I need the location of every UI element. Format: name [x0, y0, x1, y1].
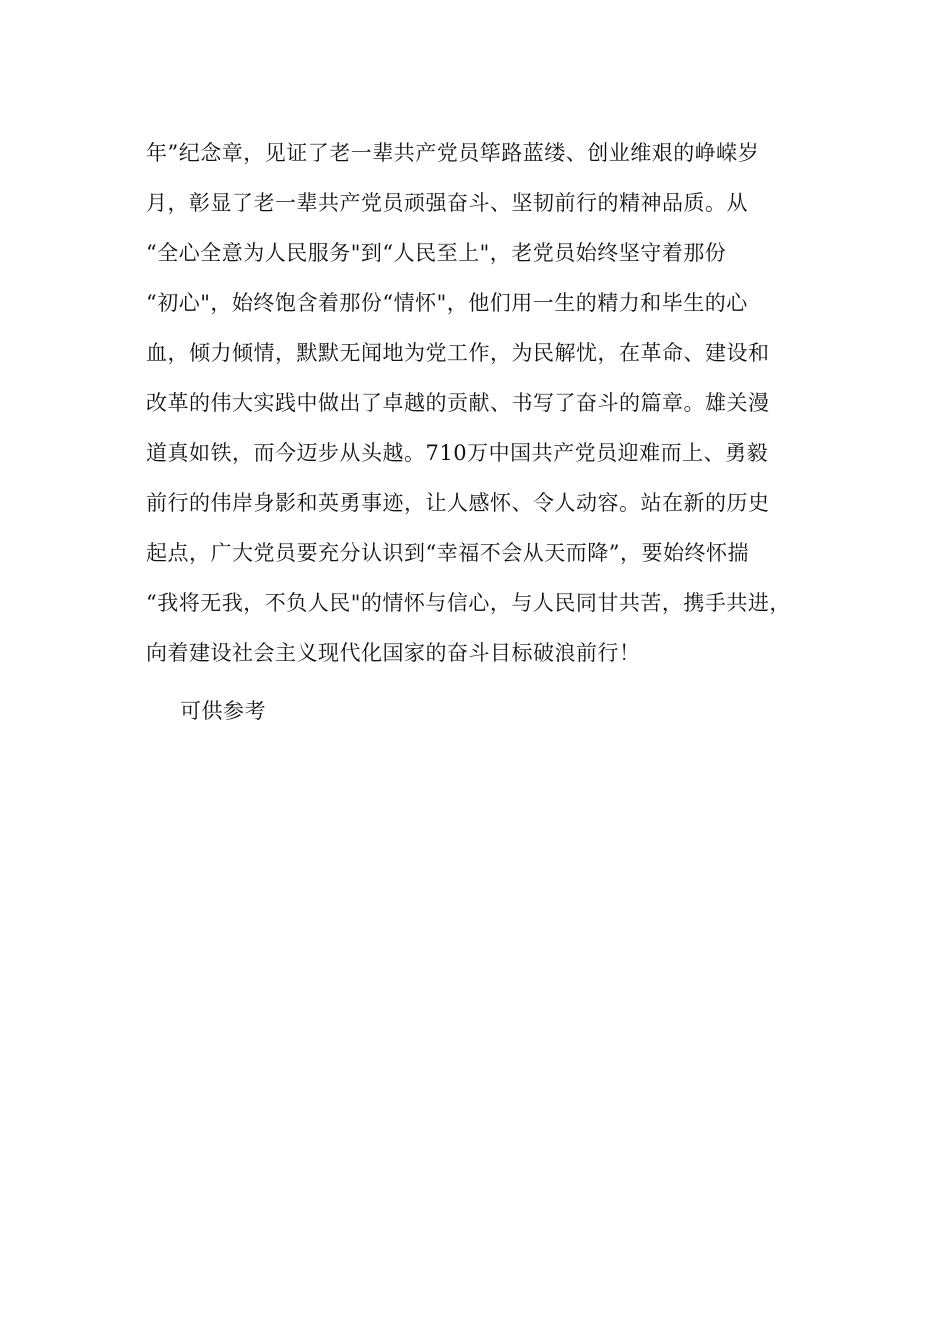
paragraph-line: 改革的伟大实践中做出了卓越的贡献、书写了奋斗的篇章。雄关漫	[146, 391, 770, 415]
reference-note: 可供参考	[180, 699, 266, 723]
paragraph-line: 年”纪念章，见证了老一辈共产党员筚路蓝缕、创业维艰的峥嵘岁	[146, 141, 760, 165]
paragraph-line: “全心全意为人民服务"到“人民至上"，老党员始终坚守着那份	[146, 241, 727, 265]
paragraph-line: 月，彰显了老一辈共产党员顽强奋斗、坚韧前行的精神品质。从	[146, 191, 748, 215]
paragraph-line: “初心"，始终饱含着那份“情怀"，他们用一生的精力和毕生的心	[146, 291, 748, 315]
paragraph-line: 向着建设社会主义现代化国家的奋斗目标破浪前行！	[146, 641, 641, 665]
paragraph-line: “我将无我，不负人民"的情怀与信心，与人民同甘共苦，携手共进，	[146, 591, 791, 615]
paragraph-line: 起点，广大党员要充分认识到“幸福不会从天而降”，要始终怀揣	[146, 541, 749, 565]
paragraph-line: 道真如铁，而今迈步从头越。710万中国共产党员迎难而上、勇毅	[146, 441, 769, 465]
paragraph-line: 前行的伟岸身影和英勇事迹，让人感怀、令人动容。站在新的历史	[146, 491, 770, 515]
paragraph-line: 血，倾力倾情，默默无闻地为党工作，为民解忧，在革命、建设和	[146, 341, 770, 365]
